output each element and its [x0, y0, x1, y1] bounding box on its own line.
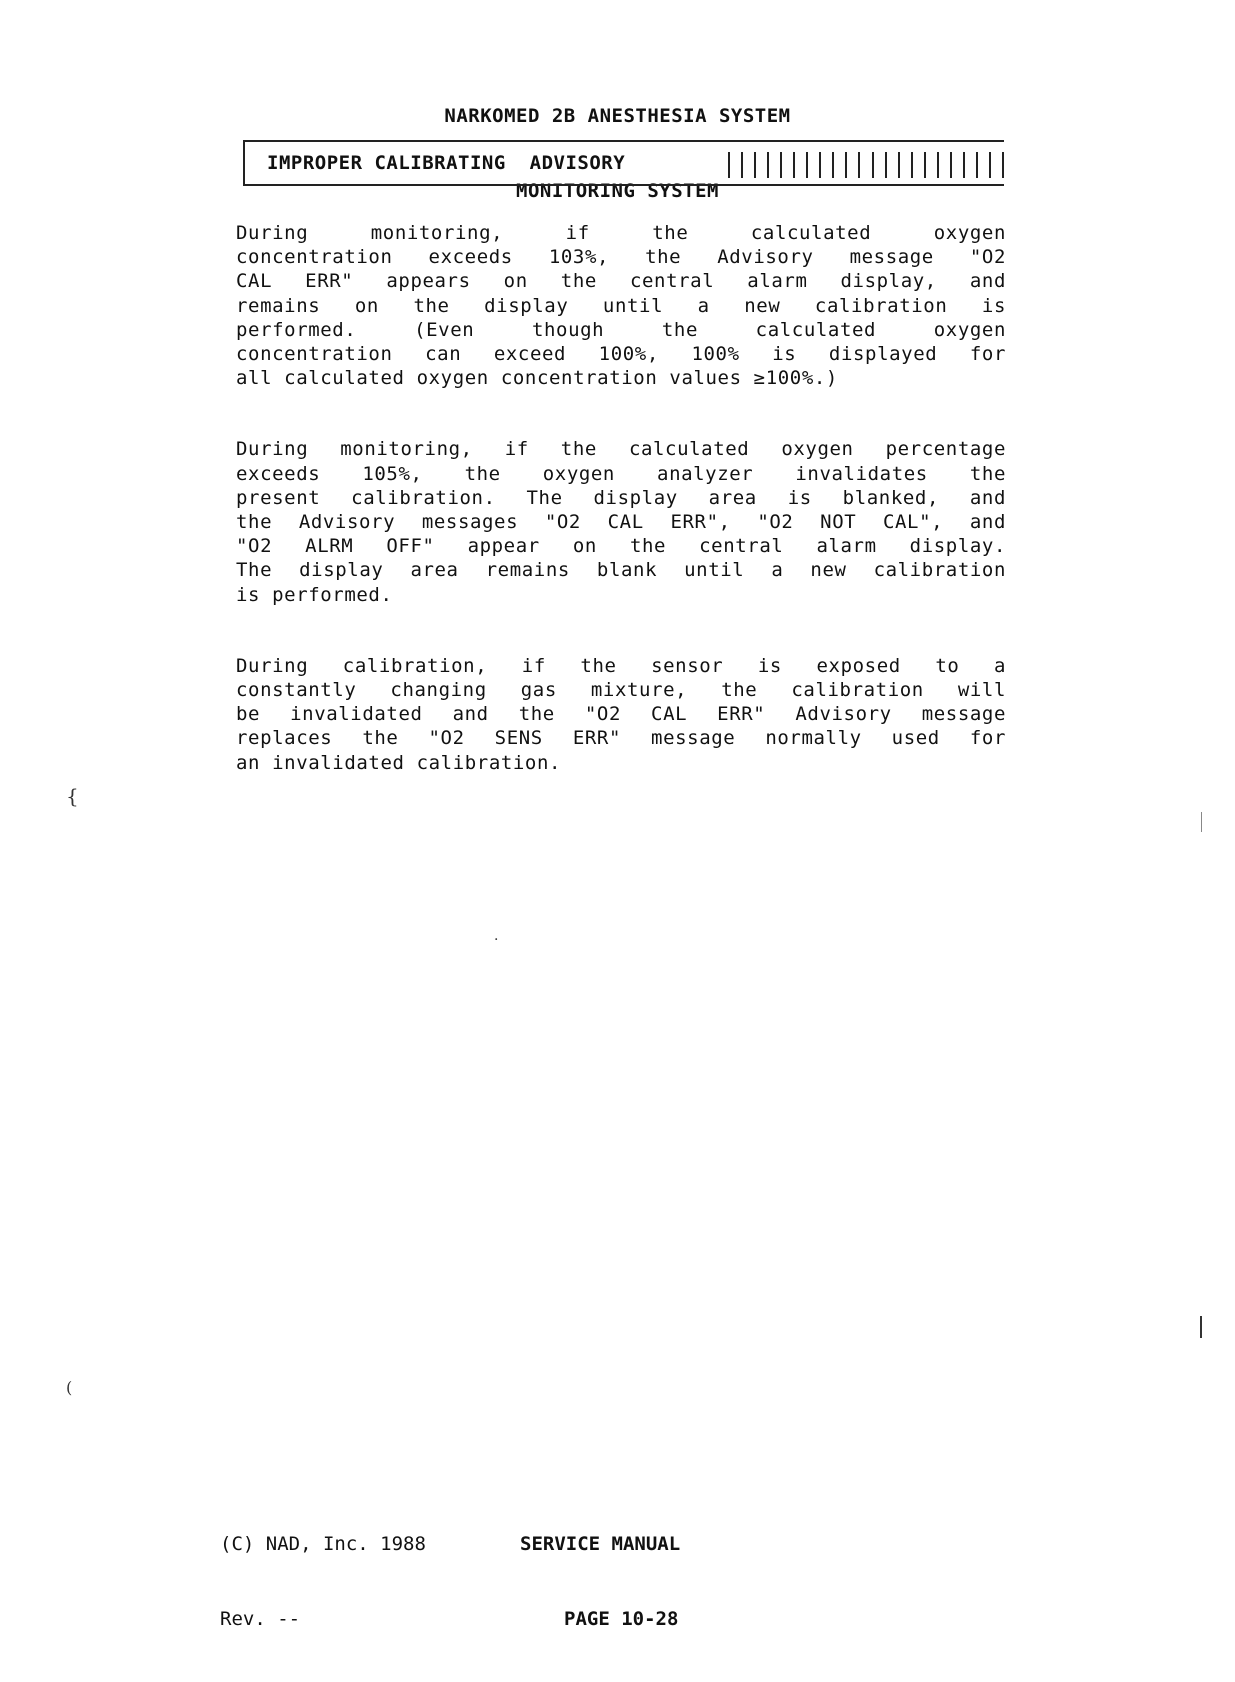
title-tick-marks	[728, 152, 1004, 178]
text-line: CAL ERR" appears on the central alarm display, and	[236, 270, 1006, 293]
paragraph-3	[236, 654, 1006, 775]
scan-mark: {	[66, 784, 79, 808]
text-line: During calibration, if the sensor is exposed to a	[236, 654, 1006, 677]
revision: Rev. --	[220, 1608, 301, 1630]
page-number: PAGE 10-28	[564, 1608, 679, 1630]
header-title: NARKOMED 2B ANESTHESIA SYSTEM	[444, 105, 791, 127]
section-title: IMPROPER CALIBRATING ADVISORY	[267, 152, 626, 174]
text-line: performed. (Even though the calculated oxygen	[236, 318, 1006, 341]
scan-mark: (	[66, 1378, 73, 1397]
scan-mark	[1200, 1316, 1202, 1338]
text-line: constantly changing gas mixture, the calibration will	[236, 679, 1006, 702]
section-title-box	[243, 140, 1004, 186]
text-line: remains on the display until a new calibration is	[236, 294, 1006, 317]
header-subtitle: MONITORING SYSTEM	[516, 180, 719, 202]
text-line: concentration can exceed 100%, 100% is displayed for	[236, 343, 1006, 366]
text-line: concentration exceeds 103%, the Advisory message "O2	[236, 246, 1006, 269]
text-line: is performed.	[236, 583, 393, 606]
paragraph-1	[236, 221, 1006, 390]
scan-mark	[1201, 812, 1202, 832]
text-line: be invalidated and the "O2 CAL ERR" Advisory message	[236, 703, 1006, 726]
manual-name: SERVICE MANUAL	[520, 1533, 681, 1555]
text-line: exceeds 105%, the oxygen analyzer invalidates the	[236, 462, 1006, 485]
document-footer	[220, 1482, 680, 1682]
paragraph-2	[236, 437, 1006, 606]
text-line: During monitoring, if the calculated oxygen percentage	[236, 438, 1006, 461]
scan-mark: ·	[494, 932, 499, 948]
body-text	[236, 221, 1006, 822]
text-line: replaces the "O2 SENS ERR" message normally used for	[236, 727, 1006, 750]
text-line: present calibration. The display area is blanked, and	[236, 486, 1006, 509]
text-line: an invalidated calibration.	[236, 751, 562, 774]
copyright-notice: (C) NAD, Inc. 1988	[220, 1533, 426, 1555]
text-line: During monitoring, if the calculated oxygen	[236, 222, 1006, 244]
text-line: all calculated oxygen concentration values ≥100%.)	[236, 367, 838, 390]
text-line: "O2 ALRM OFF" appear on the central alarm display.	[236, 535, 1006, 558]
text-line: the Advisory messages "O2 CAL ERR", "O2 NOT CAL", and	[236, 511, 1006, 534]
text-line: The display area remains blank until a new calibration	[236, 559, 1006, 582]
